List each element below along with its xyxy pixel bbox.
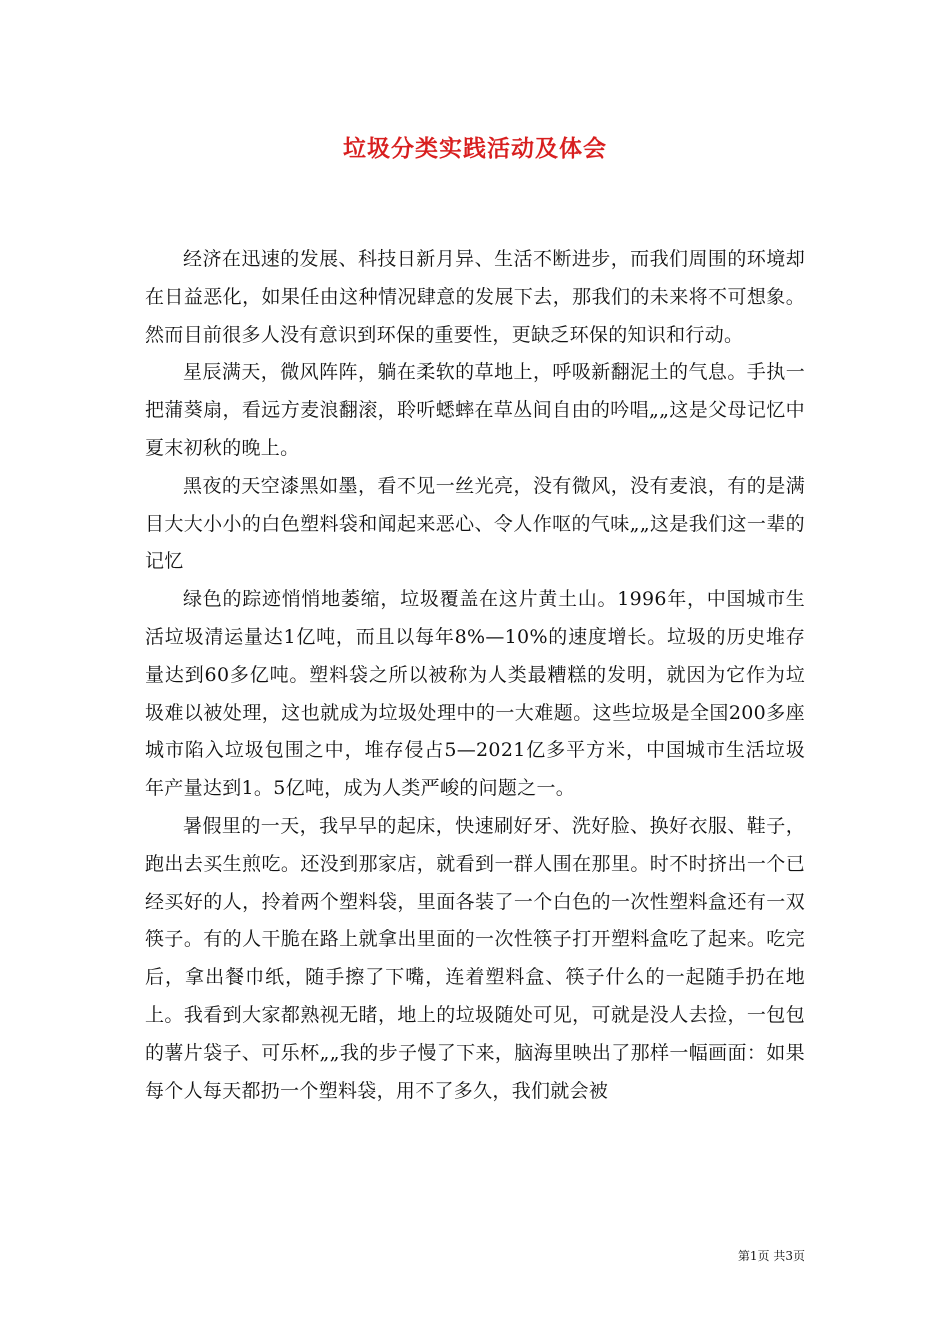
page-number-indicator: 第1页 共3页 — [737, 1249, 805, 1263]
document-title: 垃圾分类实践活动及体会 — [343, 135, 607, 162]
paragraph-3: 黑夜的天空漆黑如墨，看不见一丝光亮，没有微风，没有麦浪，有的是满目大大小小的白色塑料袋和闻起来恶心、令人作呕的气味„„这是我们这一辈的记忆 — [145, 474, 805, 573]
paragraph-5: 暑假里的一天，我早早的起床，快速刷好牙、洗好脸、换好衣服、鞋子，跑出去买生煎吃。还没到那家店，就看到一群人围在那里。时不时挤出一个已经买好的人，拎着两个塑料袋，里面各装了一个白色的一次性塑料盒还有一双筷子。有的人干脆在路上就拿出里面的一次性筷子打开塑料盒吃了起来。吃完后，拿出餐巾纸，随手擦了下嘴，连着塑料盒、筷子什么的一起随手扔在地上。我看到大家都熟视无睹，地上的垃圾随处可见，可就是没人去捡，一包包的薯片袋子、可乐杯„„我的步子慢了下来，脑海里映出了那样一幅画面：如果每个人每天都扔一个塑料袋，用不了多久，我们就会被 — [145, 814, 805, 1102]
paragraph-4: 绿色的踪迹悄悄地萎缩，垃圾覆盖在这片黄土山。1996年，中国城市生活垃圾清运量达1亿吨，而且以每年8%—10%的速度增长。垃圾的历史堆存量达到60多亿吨。塑料袋之所以被称为人类最糟糕的发明，就因为它作为垃圾难以被处理，这也就成为垃圾处理中的一大难题。这些垃圾是全国200多座城市陷入垃圾包围之中，堆存侵占5—2021亿多平方米，中国城市生活垃圾年产量达到1。5亿吨，成为人类严峻的问题之一。 — [145, 588, 805, 800]
paragraph-2: 星辰满天，微风阵阵，躺在柔软的草地上，呼吸新翻泥土的气息。手执一把蒲葵扇，看远方麦浪翻滚，聆听蟋蟀在草丛间自由的吟唱„„这是父母记忆中夏末初秋的晚上。 — [145, 361, 805, 459]
paragraph-1: 经济在迅速的发展、科技日新月异、生活不断进步，而我们周围的环境却在日益恶化，如果任由这种情况肆意的发展下去，那我们的未来将不可想象。然而目前很多人没有意识到环保的重要性，更缺乏环保的知识和行动。 — [145, 248, 805, 346]
document-body — [145, 241, 805, 1110]
